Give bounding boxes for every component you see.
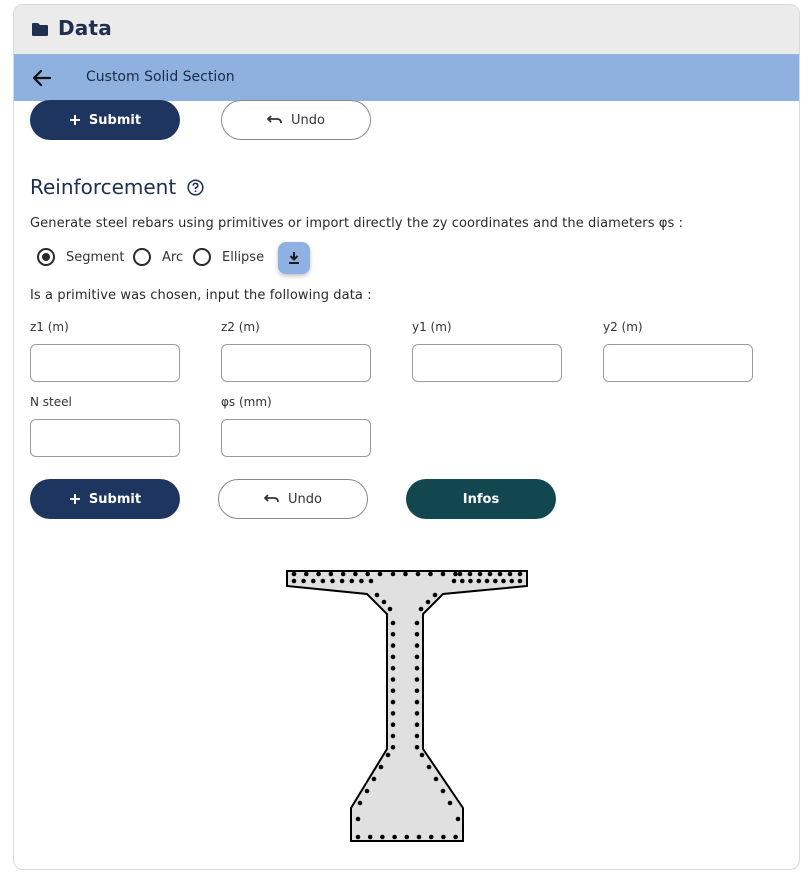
rebar (369, 579, 374, 584)
rebar (321, 579, 326, 584)
import-coordinates-button[interactable] (278, 242, 310, 274)
phi-s-field[interactable] (221, 419, 371, 457)
rebar (391, 643, 396, 648)
rebar (379, 765, 384, 770)
undo-label: Undo (288, 491, 322, 507)
rebar (420, 753, 425, 758)
rebar (382, 600, 387, 605)
rebar (485, 579, 490, 584)
submit-label: Submit (88, 491, 142, 507)
reinforcement-description: Generate steel rebars using primitives or import directly the zy coordinates and the diameters φs : (30, 216, 684, 231)
n-steel-label: N steel (30, 395, 72, 409)
rebar (391, 700, 396, 705)
rebar (356, 817, 361, 822)
radio-segment[interactable] (37, 248, 55, 266)
rebar (341, 572, 346, 577)
rebar (329, 572, 334, 577)
rebar (375, 593, 380, 598)
rebar (392, 835, 397, 840)
rebar (417, 835, 422, 840)
plus-icon (69, 493, 81, 505)
y2-field[interactable] (603, 344, 753, 382)
rebar (415, 666, 420, 671)
rebar (488, 572, 493, 577)
rebar (365, 572, 370, 577)
rebar (386, 753, 391, 758)
rebar (380, 835, 385, 840)
rebar (391, 711, 396, 716)
rebar (365, 789, 370, 794)
z1-label: z1 (m) (30, 320, 69, 334)
section-title: Custom Solid Section (86, 69, 235, 85)
rebar (428, 572, 433, 577)
undo-button-top[interactable] (221, 100, 371, 140)
rebar (415, 722, 420, 727)
rebar (316, 572, 321, 577)
section-outline (287, 571, 527, 841)
rebar (391, 666, 396, 671)
rebar (416, 572, 421, 577)
z1-field[interactable] (30, 344, 180, 382)
rebar (426, 600, 431, 605)
arrow-left-icon[interactable] (31, 67, 53, 89)
rebar (391, 689, 396, 694)
data-panel (13, 4, 800, 870)
rebar (358, 801, 363, 806)
rebar (415, 745, 420, 750)
z2-label: z2 (m) (221, 320, 260, 334)
rebar (441, 789, 446, 794)
rebar (498, 572, 503, 577)
infos-button[interactable] (406, 479, 556, 519)
download-icon (287, 251, 301, 265)
submit-button-top[interactable] (30, 100, 180, 140)
rebar (493, 579, 498, 584)
rebar (356, 835, 361, 840)
undo-icon (264, 493, 280, 505)
rebar (478, 572, 483, 577)
rebar (405, 835, 410, 840)
rebar (415, 621, 420, 626)
z2-field[interactable] (221, 344, 371, 382)
section-nav-bar (14, 54, 799, 101)
rebar (403, 572, 408, 577)
rebar (301, 579, 306, 584)
rebar (304, 572, 309, 577)
rebar (415, 655, 420, 660)
primitive-instruction: Is a primitive was chosen, input the following data : (30, 288, 372, 303)
submit-button[interactable] (30, 479, 180, 519)
phi-s-label: φs (mm) (221, 395, 272, 409)
rebar (448, 801, 453, 806)
rebar (292, 579, 297, 584)
undo-icon (267, 114, 283, 126)
rebar (468, 579, 473, 584)
plus-icon (69, 114, 81, 126)
submit-label: Submit (88, 112, 142, 128)
rebar (453, 835, 458, 840)
rebar (391, 572, 396, 577)
rebar (368, 835, 373, 840)
rebar (311, 579, 316, 584)
undo-label: Undo (291, 112, 325, 128)
rebar (292, 572, 297, 577)
rebar (510, 579, 515, 584)
rebar (388, 607, 393, 612)
rebar (353, 572, 358, 577)
rebar (518, 572, 523, 577)
radio-segment-label: Segment (66, 250, 125, 265)
rebar (391, 655, 396, 660)
rebar (391, 677, 396, 682)
rebar (391, 722, 396, 727)
rebar (391, 745, 396, 750)
rebar (456, 817, 461, 822)
rebar (508, 572, 513, 577)
rebar (378, 572, 383, 577)
y2-label: y2 (m) (603, 320, 643, 334)
rebar (452, 579, 457, 584)
rebar (419, 607, 424, 612)
folder-icon (31, 22, 49, 37)
rebar (441, 835, 446, 840)
rebar (501, 579, 506, 584)
rebar (330, 579, 335, 584)
undo-button[interactable] (218, 479, 368, 519)
rebar (460, 579, 465, 584)
section-shape (287, 571, 527, 841)
radio-ellipse-label: Ellipse (222, 250, 265, 265)
radio-arc-label: Arc (162, 250, 184, 265)
n-steel-field[interactable] (30, 419, 180, 457)
rebar (415, 734, 420, 739)
rebar (340, 579, 345, 584)
rebar (453, 572, 458, 577)
rebar (350, 579, 355, 584)
rebar (441, 572, 446, 577)
rebar (433, 593, 438, 598)
help-circle-icon[interactable] (187, 179, 204, 196)
rebar (415, 677, 420, 682)
y1-label: y1 (m) (412, 320, 452, 334)
rebar (359, 579, 364, 584)
rebar (415, 632, 420, 637)
infos-label: Infos (462, 491, 500, 507)
rebar (415, 700, 420, 705)
rebar (415, 689, 420, 694)
section-preview (280, 561, 540, 843)
panel-header (14, 5, 799, 54)
rebar (429, 835, 434, 840)
rebar (391, 734, 396, 739)
y1-field[interactable] (412, 344, 562, 382)
radio-arc[interactable] (133, 248, 151, 266)
rebar (468, 572, 473, 577)
rebar (427, 765, 432, 770)
reinforcement-heading: Reinforcement (30, 175, 177, 199)
rebar (391, 621, 396, 626)
rebar (518, 579, 523, 584)
rebar (415, 711, 420, 716)
rebar (391, 632, 396, 637)
rebar (458, 572, 463, 577)
radio-ellipse[interactable] (193, 248, 211, 266)
rebar (415, 643, 420, 648)
rebar (372, 777, 377, 782)
rebar (434, 777, 439, 782)
rebar (477, 579, 482, 584)
panel-title: Data (58, 16, 112, 40)
